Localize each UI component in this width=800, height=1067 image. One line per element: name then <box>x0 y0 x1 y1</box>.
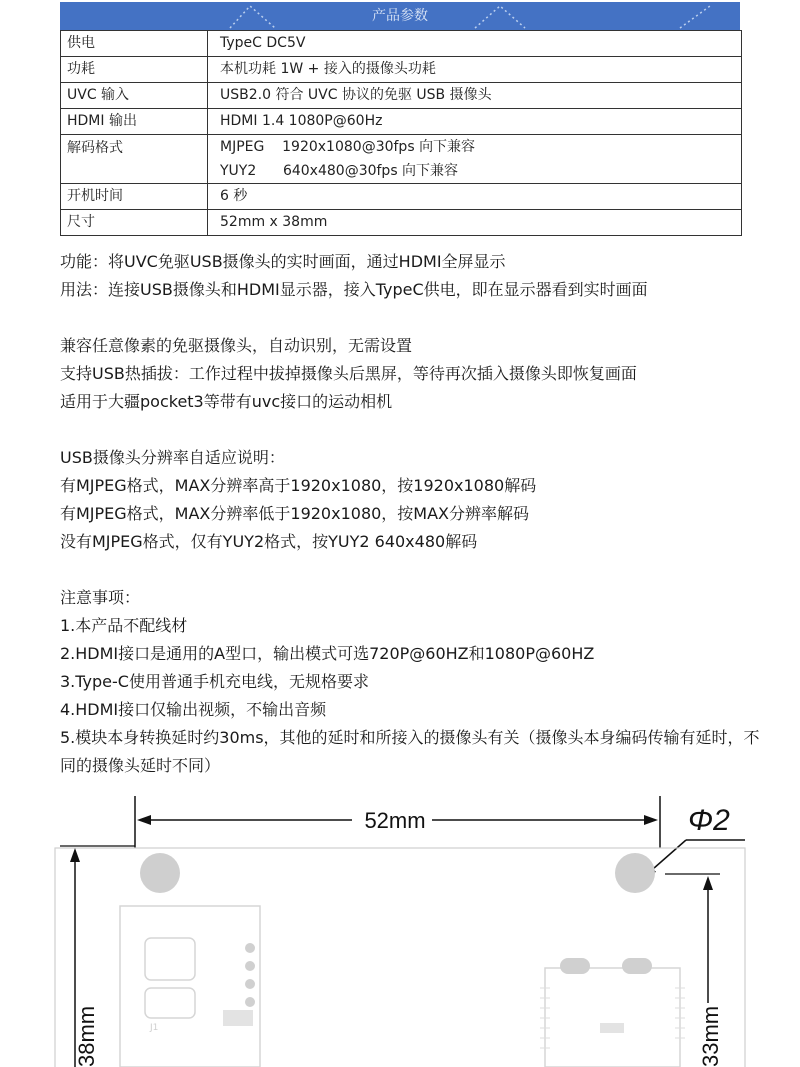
table-row <box>61 31 741 57</box>
mounting-hole-left <box>140 853 180 893</box>
row-key: 功耗 <box>61 57 208 82</box>
hotplug-line: 支持USB热插拔：工作过程中拔掉摄像头后黑屏，等待再次插入摄像头即恢复画面 <box>60 364 637 383</box>
resolution-rule: 没有MJPEG格式，仅有YUY2格式，按YUY2 640x480解码 <box>60 532 478 551</box>
row-key: UVC 输入 <box>61 83 208 108</box>
dimension-drawing <box>0 788 800 1067</box>
table-row <box>61 210 741 236</box>
table-row <box>61 109 741 135</box>
note-item: 4.HDMI接口仅输出视频，不输出音频 <box>60 700 327 719</box>
row-value: HDMI 1.4 1080P@60Hz <box>220 113 383 129</box>
row-key: 尺寸 <box>61 210 208 235</box>
resolution-rule: 有MJPEG格式，MAX分辨率高于1920x1080，按1920x1080解码 <box>60 476 537 495</box>
row-value: USB2.0 符合 UVC 协议的免驱 USB 摄像头 <box>220 87 492 103</box>
left-height-label: 38mm <box>74 1005 99 1067</box>
note-item: 2.HDMI接口是通用的A型口，输出模式可选720P@60HZ和1080P@60HZ <box>60 644 595 663</box>
table-title: 产品参数 <box>372 8 428 24</box>
row-value: 52mm x 38mm <box>220 214 328 230</box>
spec-table <box>60 30 742 236</box>
table-row <box>61 184 741 210</box>
note-item: 3.Type-C使用普通手机充电线，无规格要求 <box>60 672 369 691</box>
decode-format-yuy2: YUY2 640x480@30fps 向下兼容 <box>220 163 459 179</box>
hole-label: Φ2 <box>688 804 730 837</box>
table-row <box>61 135 741 184</box>
decorative-dots <box>470 2 530 30</box>
description-text <box>60 248 760 780</box>
note-item: 1.本产品不配线材 <box>60 616 188 635</box>
right-height-label: 33mm <box>698 1005 723 1067</box>
function-line: 功能：将UVC免驱USB摄像头的实时画面，通过HDMI全屏显示 <box>60 252 506 271</box>
row-value: TypeC DC5V <box>220 35 306 51</box>
notes-title: 注意事项： <box>60 588 141 607</box>
decorative-dots <box>675 2 735 30</box>
decode-format-mjpeg: MJPEG 1920x1080@30fps 向下兼容 <box>220 139 476 155</box>
svg-text:J1: J1 <box>150 1023 159 1033</box>
row-value: 6 秒 <box>220 188 248 204</box>
resolution-rule: 有MJPEG格式，MAX分辨率低于1920x1080，按MAX分辨率解码 <box>60 504 530 523</box>
mounting-hole-right <box>615 853 655 893</box>
table-row <box>61 83 741 109</box>
decorative-dots <box>225 2 285 30</box>
resolution-title: USB摄像头分辨率自适应说明： <box>60 448 285 467</box>
row-key: 供电 <box>61 31 208 56</box>
row-key: 解码格式 <box>61 135 208 183</box>
pocket3-line: 适用于大疆pocket3等带有uvc接口的运动相机 <box>60 392 393 411</box>
row-value: 本机功耗 1W + 接入的摄像头功耗 <box>220 61 436 77</box>
compat-line: 兼容任意像素的免驱摄像头，自动识别，无需设置 <box>60 336 413 355</box>
row-value <box>208 135 741 183</box>
table-header <box>60 2 740 30</box>
table-row <box>61 57 741 83</box>
row-key: HDMI 输出 <box>61 109 208 134</box>
usage-line: 用法：连接USB摄像头和HDMI显示器，接入TypeC供电，即在显示器看到实时画面 <box>60 280 648 299</box>
width-label: 52mm <box>364 808 426 833</box>
row-key: 开机时间 <box>61 184 208 209</box>
note-item: 5.模块本身转换延时约30ms，其他的延时和所接入的摄像头有关（摄像头本身编码传输有延时，不同的摄像头延时不同） <box>60 728 760 775</box>
